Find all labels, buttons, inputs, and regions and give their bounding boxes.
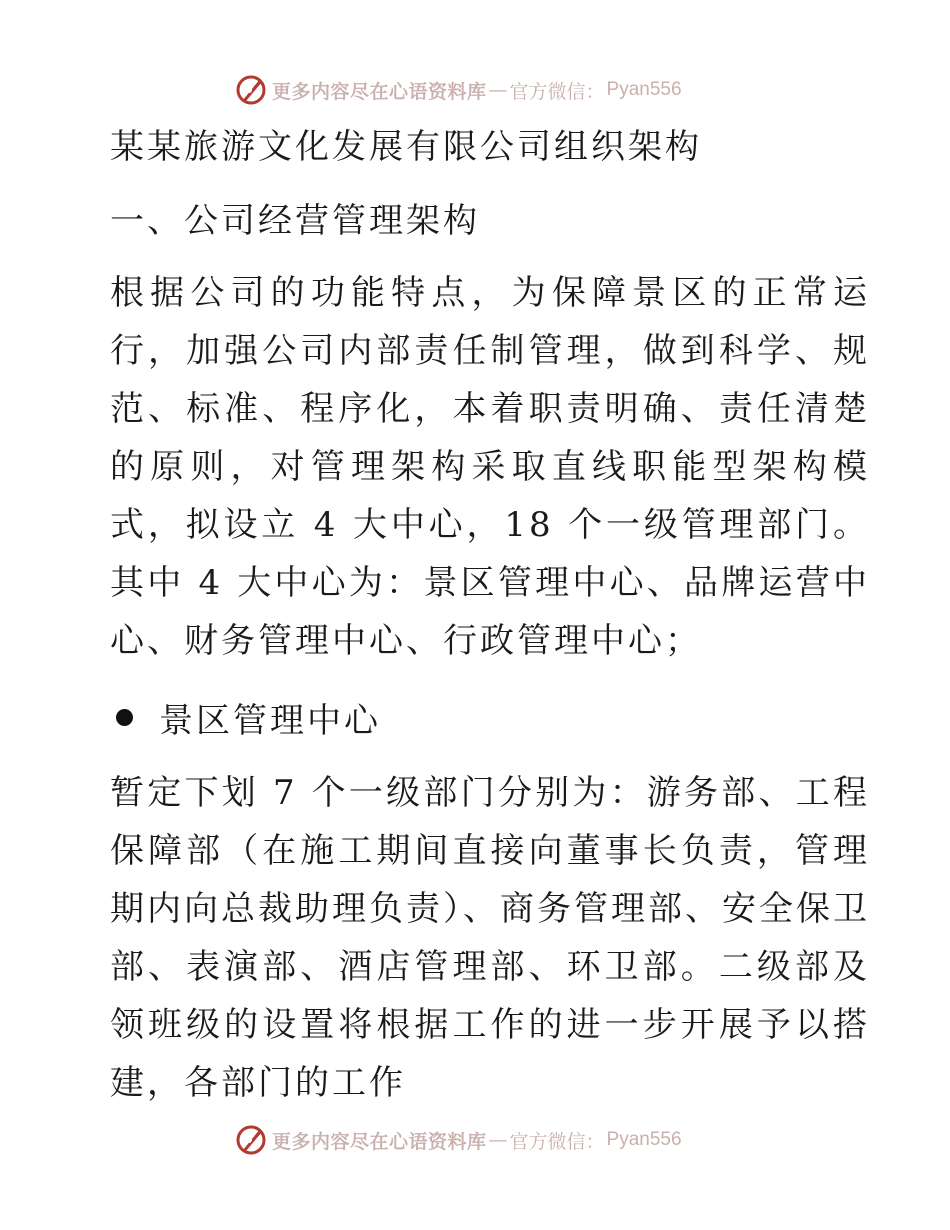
bullet-item xyxy=(116,694,381,740)
document-title: 某某旅游文化发展有限公司组织架构 xyxy=(110,127,702,167)
banner-dash: — xyxy=(488,1129,508,1151)
banner-main-text: 更多内容尽在心语资料库 xyxy=(272,80,487,103)
bullet-text: 景区管理中心 xyxy=(159,700,381,741)
header-watermark-banner xyxy=(234,72,682,108)
paragraph-2: 暂定下划 7 个一级部门分别为：游务部、工程保障部（在施工期间直接向董事长负责，管理期内向总裁助理负责）、商务管理部、安全保卫部、表演部、酒店管理部、环卫部。二级部及领班级的设置将根据工作的进一步开展予以搭建，各部门的工作 xyxy=(110,773,870,1103)
banner-wechat-label: 官方微信： xyxy=(509,80,605,103)
quill-seal-icon xyxy=(234,73,268,107)
quill-seal-icon xyxy=(234,1123,268,1157)
section-heading: 一、公司经营管理架构 xyxy=(110,201,480,241)
banner-wechat-id: Pyan556 xyxy=(606,79,682,100)
banner-dash: — xyxy=(488,79,508,101)
paragraph-1: 根据公司的功能特点，为保障景区的正常运行，加强公司内部责任制管理，做到科学、规范、标准、程序化，本着职责明确、责任清楚的原则，对管理架构采取直线职能型架构模式，拟设立 4 大中心，18 个一级管理部门。其中 4 大中心为：景区管理中心、品牌运营中心、财务管理中心、行政管理中心； xyxy=(110,273,870,661)
banner-wechat-label: 官方微信： xyxy=(509,1130,605,1153)
footer-watermark-banner xyxy=(234,1122,682,1158)
bullet-dot-icon xyxy=(116,709,133,726)
banner-wechat-id: Pyan556 xyxy=(606,1129,682,1150)
banner-main-text: 更多内容尽在心语资料库 xyxy=(272,1130,487,1153)
